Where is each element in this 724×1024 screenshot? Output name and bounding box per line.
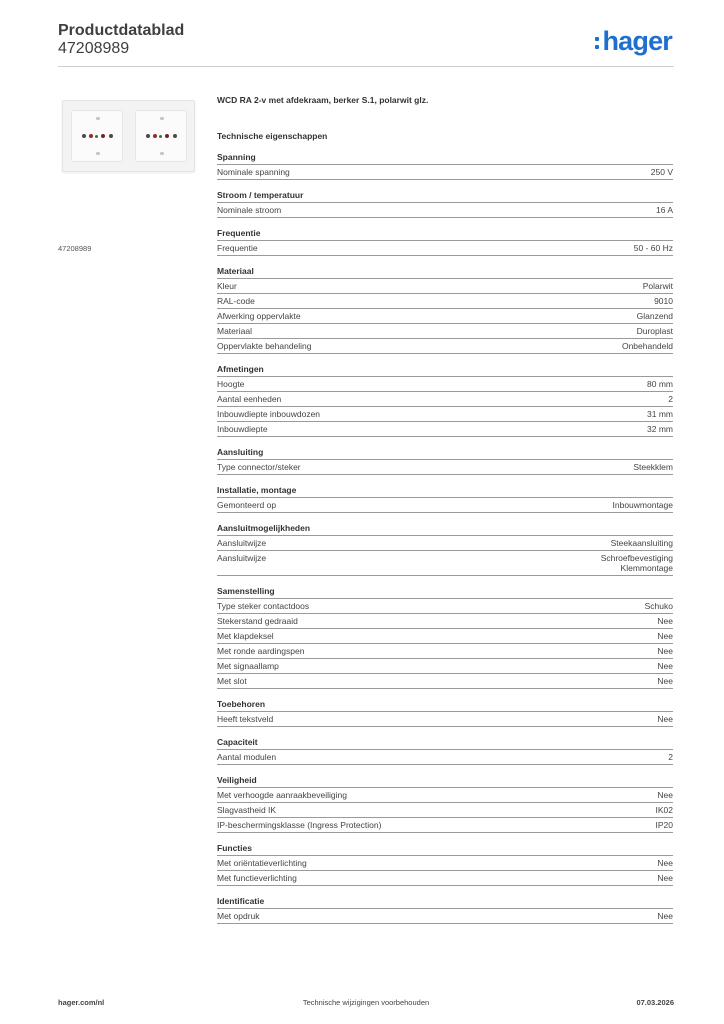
spec-value-line: Glanzend <box>636 311 673 321</box>
spec-row <box>217 551 673 576</box>
spec-value <box>634 243 673 253</box>
spec-label: Aansluitwijze <box>217 538 267 548</box>
section-title: Aansluiting <box>217 447 673 460</box>
page-footer <box>58 998 674 1010</box>
spec-row <box>217 750 673 765</box>
spec-label: Stekerstand gedraaid <box>217 616 298 626</box>
spec-label: Oppervlakte behandeling <box>217 341 312 351</box>
spec-value-line: Nee <box>657 790 673 800</box>
section-title: Installatie, montage <box>217 485 673 498</box>
section-title: Aansluitmogelijkheden <box>217 523 673 536</box>
spec-value-line: Nee <box>657 616 673 626</box>
spec-label: Nominale stroom <box>217 205 282 215</box>
spec-row <box>217 599 673 614</box>
logo-mark-icon <box>595 37 599 49</box>
spec-value <box>656 805 674 815</box>
spec-row <box>217 536 673 551</box>
spec-value <box>637 311 673 321</box>
spec-label: Type connector/steker <box>217 462 301 472</box>
spec-value <box>668 394 673 404</box>
spec-row <box>217 659 673 674</box>
spec-value-line: Nee <box>657 714 673 724</box>
spec-value <box>633 462 673 472</box>
spec-label: Frequentie <box>217 243 258 253</box>
spec-section <box>217 228 673 256</box>
spec-value-line: Nee <box>657 676 673 686</box>
spec-label: Met klapdeksel <box>217 631 274 641</box>
spec-value-line: Nee <box>657 873 673 883</box>
spec-value <box>651 167 673 177</box>
spec-value-line: 2 <box>668 752 673 762</box>
spec-row <box>217 674 673 689</box>
spec-value-line: 2 <box>668 394 673 404</box>
spec-label: Met opdruk <box>217 911 260 921</box>
spec-section <box>217 843 673 886</box>
spec-value <box>645 601 673 611</box>
spec-value <box>657 714 673 724</box>
product-image <box>58 94 202 240</box>
spec-label: Gemonteerd op <box>217 500 277 510</box>
document-title: Productdatablad <box>58 22 185 39</box>
spec-value-line: Schroefbevestiging <box>600 553 673 563</box>
spec-value <box>611 538 673 548</box>
spec-row <box>217 818 673 833</box>
spec-value-line: IP20 <box>655 820 673 830</box>
spec-row <box>217 294 673 309</box>
image-caption: 47208989 <box>58 244 92 253</box>
spec-value <box>622 341 673 351</box>
hager-logo <box>595 25 672 57</box>
spec-value-line: 31 mm <box>647 409 673 419</box>
spec-row <box>217 407 673 422</box>
spec-value-line: 32 mm <box>647 424 673 434</box>
footer-date: 07.03.2026 <box>636 998 674 1007</box>
spec-value <box>647 379 673 389</box>
section-title: Afmetingen <box>217 364 673 377</box>
spec-row <box>217 422 673 437</box>
spec-label: IP-beschermingsklasse (Ingress Protection) <box>217 820 382 830</box>
document-number: 47208989 <box>58 40 130 57</box>
spec-label: Heeft tekstveld <box>217 714 274 724</box>
spec-value <box>657 646 673 656</box>
spec-section <box>217 485 673 513</box>
spec-value <box>657 873 673 883</box>
spec-row <box>217 339 673 354</box>
page-header <box>58 22 674 62</box>
spec-value-line: Nee <box>657 858 673 868</box>
spec-value <box>647 409 673 419</box>
spec-label: Inbouwdiepte inbouwdozen <box>217 409 321 419</box>
spec-value <box>668 752 673 762</box>
spec-label: Afwerking oppervlakte <box>217 311 301 321</box>
spec-label: Aansluitwijze <box>217 553 267 563</box>
spec-section <box>217 775 673 833</box>
product-description: WCD RA 2-v met afdekraam, berker S.1, polarwit glz. <box>217 95 429 105</box>
spec-section <box>217 152 673 180</box>
section-title: Samenstelling <box>217 586 673 599</box>
spec-value <box>657 616 673 626</box>
spec-value-line: Nee <box>657 631 673 641</box>
spec-label: Inbouwdiepte <box>217 424 268 434</box>
spec-section <box>217 190 673 218</box>
spec-label: Slagvastheid IK <box>217 805 277 815</box>
section-title: Spanning <box>217 152 673 165</box>
spec-value-line: 9010 <box>654 296 673 306</box>
footer-website[interactable]: hager.com/nl <box>58 998 105 1007</box>
tech-properties-heading: Technische eigenschappen <box>217 131 328 141</box>
spec-section <box>217 523 673 576</box>
spec-value-line: Steekklem <box>633 462 673 472</box>
spec-value <box>613 500 674 510</box>
spec-value <box>656 205 673 215</box>
spec-row <box>217 165 673 180</box>
spec-label: Hoogte <box>217 379 245 389</box>
spec-value-line: Klemmontage <box>620 563 673 573</box>
spec-value-line: Steekaansluiting <box>610 538 673 548</box>
spec-value-line: Onbehandeld <box>621 341 673 351</box>
spec-row <box>217 788 673 803</box>
spec-row <box>217 856 673 871</box>
section-title: Veiligheid <box>217 775 673 788</box>
spec-section <box>217 447 673 475</box>
spec-value <box>654 296 673 306</box>
spec-row <box>217 803 673 818</box>
socket-right <box>135 110 187 162</box>
spec-label: Kleur <box>217 281 237 291</box>
spec-value <box>656 820 674 830</box>
spec-row <box>217 309 673 324</box>
spec-value-line: 250 V <box>650 167 673 177</box>
spec-label: Met verhoogde aanraakbeveiliging <box>217 790 347 800</box>
section-title: Identificatie <box>217 896 673 909</box>
section-title: Toebehoren <box>217 699 673 712</box>
spec-value <box>601 553 673 573</box>
spec-value <box>657 676 673 686</box>
spec-value-line: Nee <box>657 911 673 921</box>
spec-row <box>217 712 673 727</box>
spec-section <box>217 737 673 765</box>
spec-label: Met ronde aardingspen <box>217 646 305 656</box>
spec-row <box>217 377 673 392</box>
spec-row <box>217 324 673 339</box>
header-divider <box>58 66 674 67</box>
spec-sections <box>217 152 673 924</box>
spec-value-line: Schuko <box>644 601 673 611</box>
spec-value-line: Nee <box>657 661 673 671</box>
spec-value-line: Inbouwmontage <box>612 500 673 510</box>
spec-value-line: Duroplast <box>636 326 673 336</box>
spec-value-line: Polarwit <box>642 281 673 291</box>
spec-label: Aantal modulen <box>217 752 277 762</box>
spec-value <box>657 661 673 671</box>
spec-label: Materiaal <box>217 326 252 336</box>
spec-label: RAL-code <box>217 296 255 306</box>
spec-content <box>217 95 673 934</box>
spec-label: Met signaallamp <box>217 661 279 671</box>
spec-value <box>657 631 673 641</box>
spec-value-line: IK02 <box>655 805 673 815</box>
spec-value-line: 50 - 60 Hz <box>633 243 673 253</box>
spec-row <box>217 644 673 659</box>
spec-value-line: 16 A <box>655 205 673 215</box>
spec-label: Aantal eenheden <box>217 394 282 404</box>
spec-section <box>217 699 673 727</box>
spec-value <box>637 326 673 336</box>
spec-value <box>657 858 673 868</box>
spec-section <box>217 586 673 689</box>
spec-row <box>217 203 673 218</box>
spec-row <box>217 614 673 629</box>
logo-text: hager <box>602 26 672 56</box>
section-title: Stroom / temperatuur <box>217 190 673 203</box>
spec-row <box>217 241 673 256</box>
spec-value <box>657 911 673 921</box>
spec-section <box>217 364 673 437</box>
spec-value-line: Nee <box>657 646 673 656</box>
spec-label: Nominale spanning <box>217 167 290 177</box>
spec-row <box>217 498 673 513</box>
spec-value <box>643 281 673 291</box>
section-title: Materiaal <box>217 266 673 279</box>
spec-row <box>217 909 673 924</box>
section-title: Functies <box>217 843 673 856</box>
spec-section <box>217 896 673 924</box>
spec-row <box>217 629 673 644</box>
spec-label: Met oriëntatieverlichting <box>217 858 307 868</box>
section-title: Capaciteit <box>217 737 673 750</box>
spec-row <box>217 460 673 475</box>
spec-row <box>217 871 673 886</box>
spec-label: Type steker contactdoos <box>217 601 310 611</box>
section-title: Frequentie <box>217 228 673 241</box>
spec-row <box>217 279 673 294</box>
spec-label: Met functieverlichting <box>217 873 297 883</box>
spec-row <box>217 392 673 407</box>
spec-value <box>657 790 673 800</box>
socket-left <box>71 110 123 162</box>
spec-value-line: 80 mm <box>647 379 673 389</box>
spec-value <box>647 424 673 434</box>
double-socket-icon <box>62 100 195 172</box>
spec-label: Met slot <box>217 676 247 686</box>
footer-disclaimer: Technische wijzigingen voorbehouden <box>302 998 430 1007</box>
spec-section <box>217 266 673 354</box>
